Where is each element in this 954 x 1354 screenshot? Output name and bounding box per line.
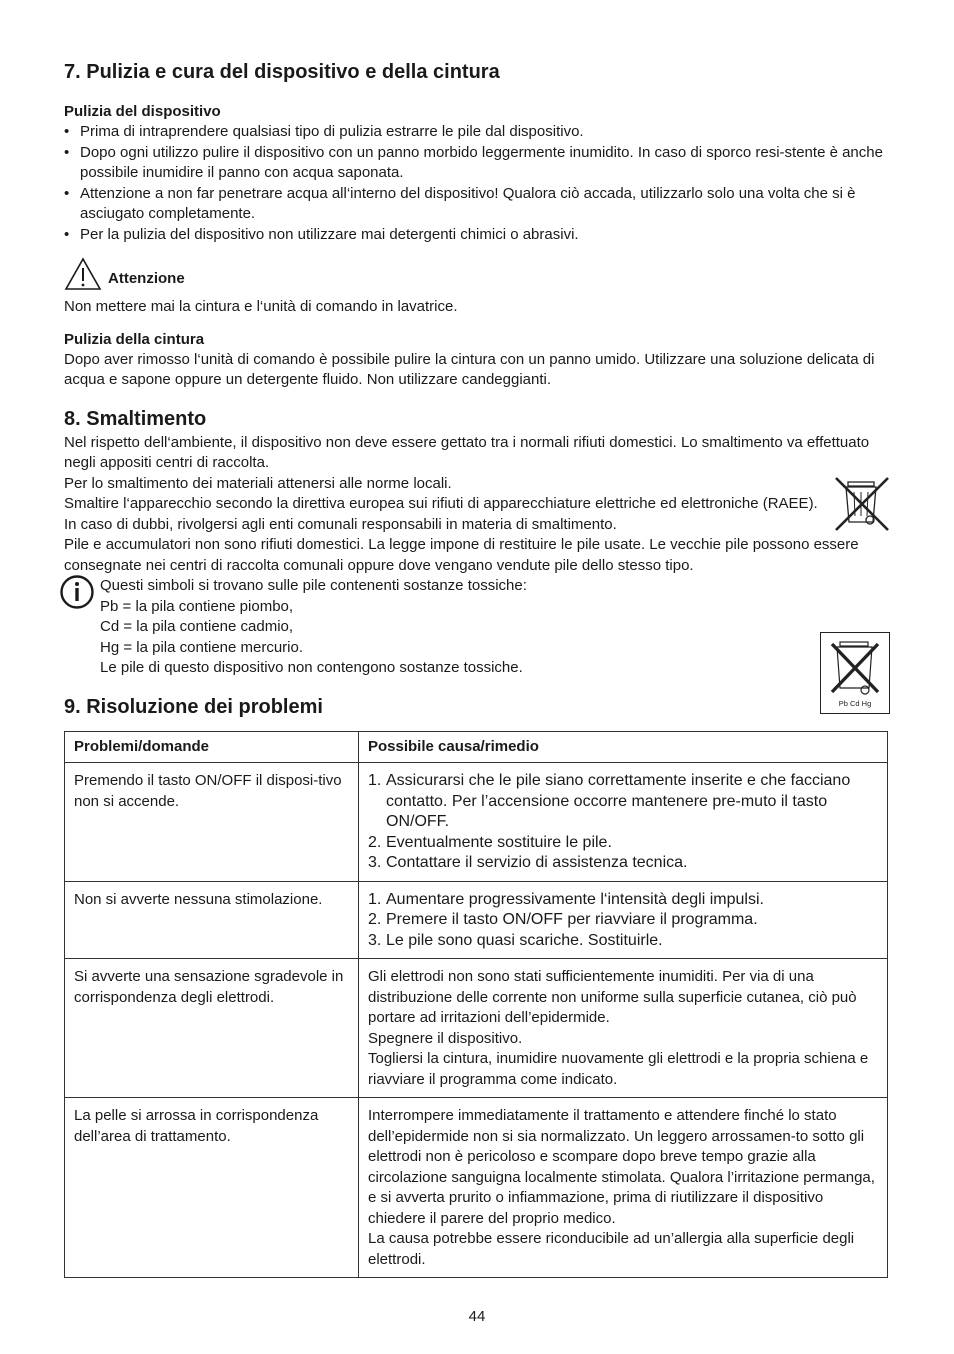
problem-cell: Si avverte una sensazione sgradevole in corrispondenza degli elettrodi. [65,959,359,1098]
list-item: 1. Assicurarsi che le pile siano correttamente inserite e che facciano contatto. Per l’accensione occorre mantenere pre-muto il tasto ON/OFF. [368,772,851,830]
device-cleaning-list [64,122,888,245]
problem-cell: La pelle si arrossa in corrispondenza dell’area di trattamento. [65,1098,359,1278]
remedy-cell [359,763,888,882]
bin-label: Pb Cd Hg [838,699,872,708]
battery-info-line: Le pile di questo dispositivo non contengono sostanze tossiche. [100,659,523,676]
table-row [65,763,888,882]
remedy-text: Togliersi la cintura, inumidire nuovamente gli elettrodi e la propria schiena e riavviare il programma come indicato. [368,1050,869,1088]
weee-crossed-bin-icon [834,476,890,538]
disposal-paragraph: Pile e accumulatori non sono rifiuti domestici. La legge impone di restituire le pile usate. Le vecchie pile possono essere consegnate nei centri di raccolta comunali oppure dove vengano vendute pile dello stesso tipo. [64,536,859,574]
remedy-text: Gli elettrodi non sono stati sufficientemente inumiditi. Per via di una distribuzione delle corrente non uniforme sulla superficie cutanea, ciò può portare ad irritazioni dell’epidermide. [368,968,857,1026]
section-9-title: 9. Risoluzione dei problemi [64,695,323,718]
problem-cell: Non si avverte nessuna stimolazione. [65,881,359,959]
battery-info-block [64,576,888,679]
list-item: 1. Aumentare progressivamente l‘intensità degli impulsi. [368,890,764,908]
battery-info-line: Questi simboli si trovano sulle pile contenenti sostanze tossiche: [100,577,527,594]
battery-crossed-bin-icon [820,632,890,718]
disposal-paragraph: Per lo smaltimento dei materiali attenersi alle norme locali. [64,474,452,492]
disposal-paragraph: In caso di dubbi, rivolgersi agli enti comunali responsabili in materia di smaltimento. [64,515,617,533]
list-item: • Attenzione a non far penetrare acqua all‘interno del dispositivo! Qualora ciò accada, utilizzarlo solo una volta che si è asciugato completamente. [64,184,888,225]
warning-text: Non mettere mai la cintura e l‘unità di comando in lavatrice. [64,298,458,315]
battery-info-line: Hg = la pila contiene mercurio. [100,638,304,656]
list-item: 3. Le pile sono quasi scariche. Sostituirle. [368,931,663,949]
list-item: • Per la pulizia del dispositivo non utilizzare mai detergenti chimici o abrasivi. [64,225,888,246]
remedy-text: Interrompere immediatamente il trattamento e attendere finché lo stato dell’epidermide non si sia normalizzato. Un leggero arrossamen-to sotto gli elettrodi non è pericoloso e scompare dopo breve tempo grazie alla circolazione sanguigna localmente stimolata. Qualora l’irritazione permanga, e si avverta prurito o infiammazione, prima di riutilizzare il dispositivo chiedere il parere del proprio medico. [368,1107,875,1227]
info-icon [58,574,96,610]
table-row [65,1098,888,1278]
battery-info-line: Cd = la pila contiene cadmio, [100,618,294,635]
list-item: 2. Premere il tasto ON/OFF per riavviare il programma. [368,911,758,928]
warning-triangle-icon [64,257,102,291]
battery-info-line: Pb = la pila contiene piombo, [100,597,294,615]
troubleshooting-table [64,731,888,1279]
remedy-text: La causa potrebbe essere riconducibile ad un’allergia alla superficie degli elettrodi. [368,1230,855,1268]
device-cleaning-subtitle: Pulizia del dispositivo [64,103,221,120]
disposal-paragraph: Smaltire l‘apparecchio secondo la direttiva europea sui rifiuti di apparecchiature elettriche ed elettroniche (RAEE). [64,495,818,512]
remedy-cell [359,881,888,959]
section-7-title: 7. Pulizia e cura del dispositivo e della cintura [64,61,500,83]
table-row [65,959,888,1098]
disposal-paragraph: Nel rispetto dell‘ambiente, il dispositivo non deve essere gettato tra i normali rifiuti domestici. Lo smaltimento va effettuato negli appositi centri di raccolta. [64,433,870,471]
section-8-title: 8. Smaltimento [64,407,207,430]
list-item: 3. Contattare il servizio di assistenza tecnica. [368,854,688,871]
remedy-cell [359,1098,888,1278]
list-item: 2. Eventualmente sostituire le pile. [368,833,612,851]
warning-title: Attenzione [108,270,185,287]
belt-cleaning-subtitle: Pulizia della cintura [64,330,205,348]
belt-cleaning-text: Dopo aver rimosso l‘unità di comando è possibile pulire la cintura con un panno umido. Utilizzare una soluzione delicata di acqua e sapone oppure un detergente fluido. Non utilizzare candeggianti. [64,350,875,388]
problem-cell: Premendo il tasto ON/OFF il disposi-tivo non si accende. [65,763,359,882]
list-item: • Prima di intraprendere qualsiasi tipo di pulizia estrarre le pile dal dispositivo. [64,122,888,143]
warning-block [64,257,888,291]
table-header-row [65,731,888,763]
remedy-text: Spegnere il dispositivo. [368,1029,523,1047]
page-content [64,58,888,1278]
table-row [65,881,888,959]
column-header-remedy: Possibile causa/rimedio [359,731,888,763]
list-item: • Dopo ogni utilizzo pulire il dispositivo con un panno morbido leggermente inumidito. In caso di sporco resi-stente è anche possibile inumidire il panno con acqua saponata. [64,143,888,184]
page-number: 44 [468,1308,486,1325]
column-header-problems: Problemi/domande [65,731,359,763]
remedy-cell [359,959,888,1098]
